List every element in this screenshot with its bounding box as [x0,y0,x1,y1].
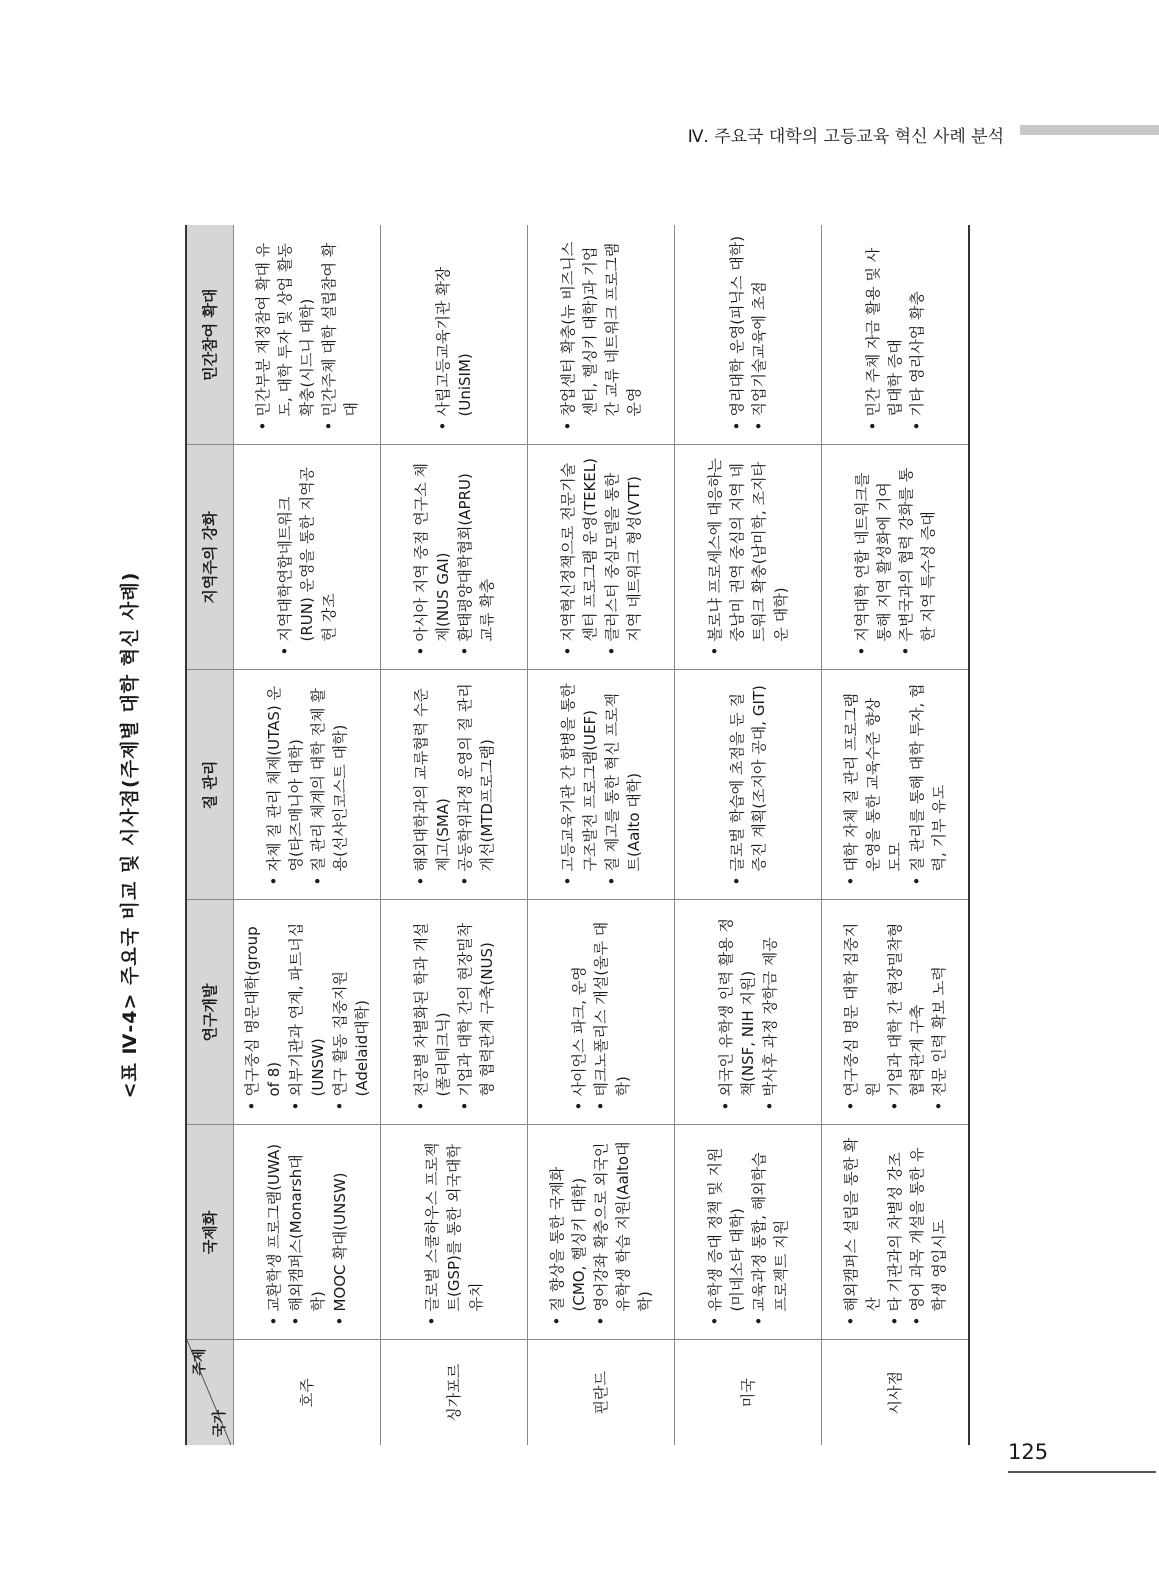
country-cell: 싱가포르 [381,1340,528,1445]
bullet-item: • 외국인 유학생 인력 활용 정책(NSF, NIH 지원) [715,911,759,1111]
comparison-table [185,225,970,1445]
bullet-list [241,911,373,1111]
content-cell [234,225,381,445]
bullet-list [263,681,351,886]
bullet-item: • 타 기관과의 차별성 강조 [884,1136,906,1326]
bullet-list [432,235,476,431]
bullet-item: • 기업과 대학 간 현장밀착형 협력관계 구축 [884,911,928,1111]
bullet-item: • 기타 영리사업 확충 [906,235,928,431]
bullet-item: • 기업과 대학 간의 현장밀착형 협력관계 구축(NUS) [454,911,498,1111]
bullet-item: • 영어 과목 개설을 통한 유학생 영입시도 [906,1136,950,1326]
column-header: 질 관리 [186,670,234,900]
table-row [675,225,822,1445]
bullet-item: • 유학생 증대 정책 및 지원(미네소타 대학) [704,1136,748,1326]
content-cell [675,900,822,1125]
bullet-item: • 해외대학과의 교류협력 수준 제고(SMA) [410,681,454,886]
content-cell [381,445,528,670]
bullet-item: • 지역대학 연합 네트워크를 통해 지역 활성화에 기여 [851,456,895,656]
running-header: Ⅳ. 주요국 대학의 고등교육 혁신 사례 분석 [687,127,1004,147]
table-row [822,225,970,1445]
content-cell [822,1125,970,1340]
bullet-list [862,235,928,431]
bullet-list [840,1136,950,1326]
bullet-item: • 질 향상을 통한 국제화(CMO, 헬싱키 대학) [546,1136,590,1326]
bullet-item: • 전공별 차별화된 학과 개설(폴리테크닉) [410,911,454,1111]
bullet-item: • 테크노폴리스 개설(울루 대학) [590,911,634,1111]
bullet-item: • 민간부분 재정참여 확대 유도, 대학 투자 및 상업 활동 확충(시드니 대학) [252,235,318,431]
bullet-item: • 민간 주체 자금 활용 및 사립대학 증대 [862,235,906,431]
page-number-rule [1008,1471,1156,1473]
bullet-list [252,235,362,431]
bullet-item: • 지역대학연합네트워크(RUN) 운영을 통한 지역공헌 강조 [274,456,340,656]
bullet-list [840,681,950,886]
rotated-table-block [119,225,1005,1445]
content-cell [675,225,822,445]
bullet-item: • 볼로냐 프로세스에 대응하는 중남미 권역 중심의 지역 네트워크 확충(남미학, 조지타운 대학) [704,456,792,656]
bullet-item: • 직업기술교육에 초점 [748,235,770,431]
bullet-item: • 고등교육기관 간 합병을 통한 구조발전 프로그램(UEF) [557,681,601,886]
corner-header-cell [186,1340,234,1445]
bullet-item: • 영어강좌 확충으로 외국인 유학생 학습 지원(Aalto대학) [590,1136,656,1326]
bullet-item: • 자체 질 관리 체제(UTAS) 운영(타즈매니아 대학) [263,681,307,886]
bullet-list [726,681,770,886]
bullet-list [557,235,645,431]
corner-label-country: 국가 [212,1409,228,1437]
table-row [234,225,381,1445]
bullet-item: • 공동학위과정 운영의 질 관리 개선(MTD프로그램) [454,681,498,886]
bullet-item: • 환태평양대학협회(APRU) 교류 확충 [454,456,498,656]
country-cell: 핀란드 [528,1340,675,1445]
bullet-list [421,1136,487,1326]
bullet-list [851,456,939,656]
bullet-item: • 박사후 과정 장학금 제공 [759,911,781,1111]
bullet-list [546,1136,656,1326]
bullet-list [704,1136,792,1326]
bullet-item: • 창업센터 확충(뉴 비즈니스센터, 헬싱키 대학)과 기업 간 교류 네트워크 프로그램 운영 [557,235,645,431]
content-cell [234,445,381,670]
bullet-list [568,911,634,1111]
bullet-list [704,456,792,656]
table-caption: <표 Ⅳ-4> 주요국 비교 및 시사점(주제별 대학 혁신 사례) [119,571,141,1099]
bullet-item: • 교환학생 프로그램(UWA) [263,1136,285,1326]
bullet-item: • MOOC 확대(UNSW) [329,1136,351,1326]
content-cell [528,225,675,445]
content-cell [675,670,822,900]
country-cell: 시사점 [822,1340,970,1445]
bullet-item: • 질 관리를 통해 대학 투자, 협력, 기부 유도 [906,681,950,886]
content-cell [675,445,822,670]
content-cell [381,900,528,1125]
content-cell [528,670,675,900]
bullet-item: • 대학 자체 질 관리 프로그램 운영을 통한 교육수준 향상 도모 [840,681,906,886]
bullet-list [410,681,498,886]
content-cell [528,900,675,1125]
bullet-item: • 주변국과의 협력 강화를 통한 지역 특수성 증대 [895,456,939,656]
bullet-item: • 교육과정 통합, 해외학습 프로젝트 지원 [748,1136,792,1326]
bullet-list [715,911,781,1111]
bullet-item: • 사립고등교육기관 확장(UniSIM) [432,235,476,431]
header-decoration-bar [1020,125,1159,135]
bullet-list [840,911,950,1111]
content-cell [381,1125,528,1340]
bullet-list [263,1136,351,1326]
bullet-item: • 영리대학 운영(피닉스 대학) [726,235,748,431]
column-header: 민간참여 확대 [186,225,234,445]
bullet-list [726,235,770,431]
column-header: 국제화 [186,1125,234,1340]
bullet-item: • 아시아 지역 중점 연구소 체제(NUS GAI) [410,456,454,656]
content-cell [234,1125,381,1340]
bullet-item: • 연구중심 명문대학(group of 8) [241,911,285,1111]
content-cell [675,1125,822,1340]
bullet-item: • 질 관리 체계의 대학 전체 활용(선샤인코스트 대학) [307,681,351,886]
content-cell [234,670,381,900]
column-header: 연구개발 [186,900,234,1125]
table-row [381,225,528,1445]
bullet-list [557,456,645,656]
bullet-item: • 클러스터 중심모델을 통한 지역 네트워크 형성(VTT) [601,456,645,656]
bullet-item: • 전문 인력 확보 노력 [928,911,950,1111]
bullet-list [410,911,498,1111]
bullet-item: • 질 제고를 통한 혁신 프로젝트(Aalto 대학) [601,681,645,886]
content-cell [381,670,528,900]
bullet-item: • 민간주체 대학 설립참여 확대 [318,235,362,431]
content-cell [234,900,381,1125]
bullet-item: • 해외캠퍼스 설립을 통한 확산 [840,1136,884,1326]
bullet-item: • 해외캠퍼스(Monarsh대학) [285,1136,329,1326]
bullet-item: • 외부기관과 연계, 파트너십(UNSW) [285,911,329,1111]
table-row [528,225,675,1445]
content-cell [528,1125,675,1340]
corner-label-topic: 주제 [192,1348,208,1376]
bullet-list [557,681,645,886]
content-cell [528,445,675,670]
country-cell: 호주 [234,1340,381,1445]
bullet-list [274,456,340,656]
bullet-list [410,456,498,656]
bullet-item: • 지역혁신정책으로 전문기술센터 프로그램 운영(TEKEL) [557,456,601,656]
country-cell: 미국 [675,1340,822,1445]
content-cell [822,445,970,670]
content-cell [822,900,970,1125]
content-cell [822,670,970,900]
bullet-item: • 사이언스 파크, 운영 [568,911,590,1111]
bullet-item: • 연구 활동 집중지원(Adelaid대학) [329,911,373,1111]
table-header-row [186,225,234,1445]
page-number: 125 [1008,1440,1049,1464]
content-cell [822,225,970,445]
bullet-item: • 글로벌 스쿨하우스 프로젝트(GSP)를 통한 외국대학 유치 [421,1136,487,1326]
bullet-item: • 글로벌 학습에 초점을 둔 질 증진 계획(조지아 공대, GIT) [726,681,770,886]
content-cell [381,225,528,445]
column-header: 지역주의 강화 [186,445,234,670]
bullet-item: • 연구중심 명문 대학 집중지원 [840,911,884,1111]
